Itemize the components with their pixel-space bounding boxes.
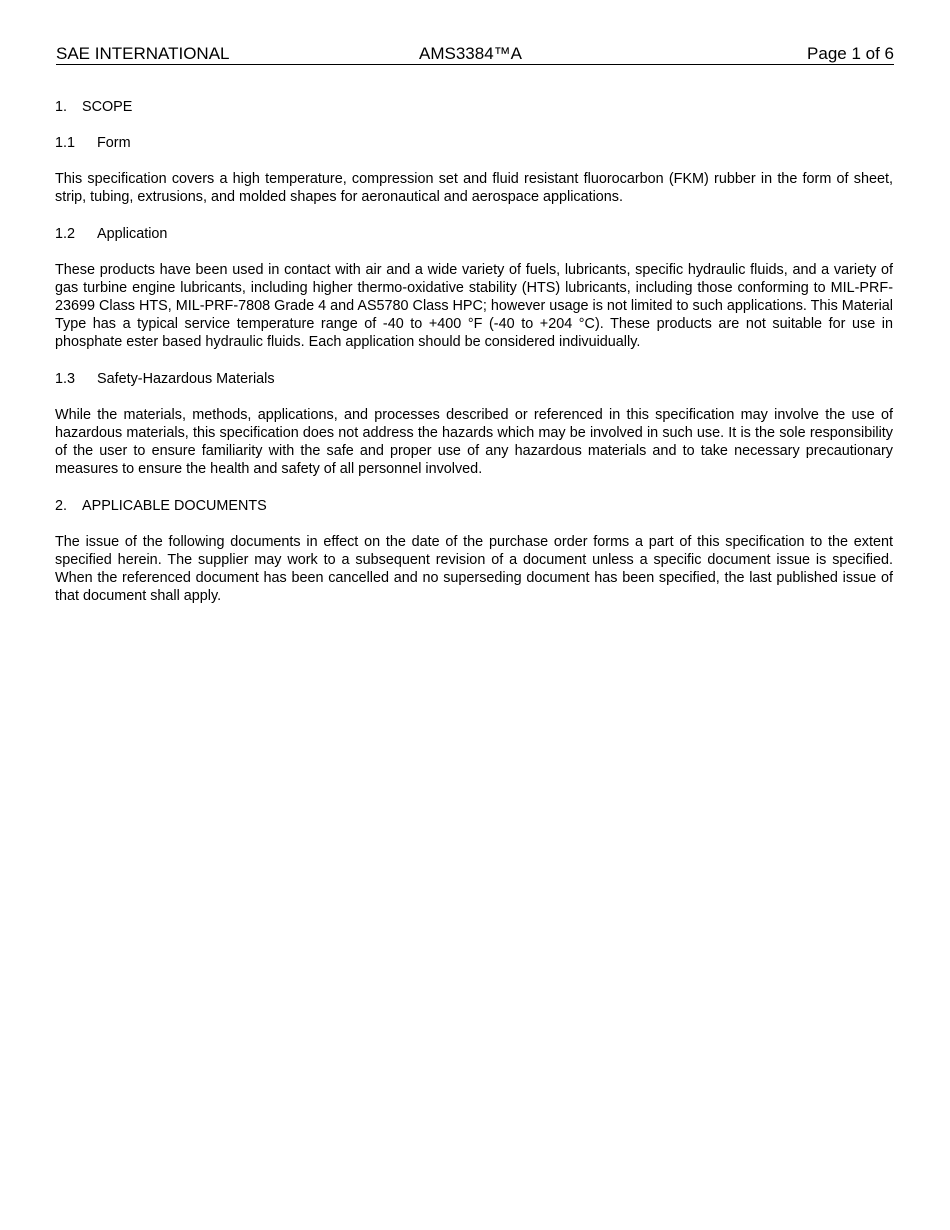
section-title: Form: [97, 135, 131, 151]
section-number: 1.1: [55, 135, 76, 151]
section-paragraph-applicable-documents: The issue of the following documents in effect on the date of the purchase order forms a part of this specification to the extent specified herein. The supplier may work to a subsequent revision of a document unless a specific document issue is specified. When the referenced document has been cancelled and no superseding document has been specified, the last published issue of that document shall apply.: [55, 534, 893, 604]
section-title: SCOPE: [82, 99, 133, 115]
section-number: 1.2: [55, 226, 76, 242]
section-heading-safety: [55, 370, 893, 388]
header-page-number: Page 1 of 6: [807, 44, 894, 63]
document-body: [55, 98, 893, 624]
section-title: Application: [97, 226, 168, 242]
section-number: 2.: [55, 498, 68, 514]
section-heading-scope: [55, 98, 893, 116]
section-number: 1.3: [55, 371, 76, 387]
section-heading-application: [55, 225, 893, 243]
section-title: Safety-Hazardous Materials: [97, 371, 275, 387]
header-organization: SAE INTERNATIONAL: [56, 44, 230, 63]
page-header: [56, 44, 894, 65]
section-heading-applicable-documents: [55, 497, 893, 515]
header-document-number: AMS3384™A: [419, 44, 522, 63]
section-heading-form: [55, 134, 893, 152]
section-paragraph-safety: While the materials, methods, applications, and processes described or referenced in this specification may involve the use of hazardous materials, this specification does not address the hazards which may be involved in such use. It is the sole responsibility of the user to ensure familiarity with the safe and proper use of any hazardous materials and to take necessary precautionary measures to ensure the health and safety of all personnel involved.: [55, 407, 893, 477]
section-paragraph-application: These products have been used in contact with air and a wide variety of fuels, lubricants, specific hydraulic fluids, and a variety of gas turbine engine lubricants, including higher thermo-oxidative stability (HTS) lubricants, including those conforming to MIL-PRF-23699 Class HTS, MIL-PRF-7808 Grade 4 and AS5780 Class HPC; however usage is not limited to such applications. This Material Type has a typical service temperature range of -40 to +400 °F (-40 to +204 °C). These products are not suitable for use in phosphate ester based hydraulic fluids. Each application should be considered indivuidually.: [55, 262, 893, 350]
section-number: 1.: [55, 99, 68, 115]
section-paragraph-form: This specification covers a high temperature, compression set and fluid resistant fluorocarbon (FKM) rubber in the form of sheet, strip, tubing, extrusions, and molded shapes for aeronautical and aerospace applications.: [55, 171, 893, 205]
section-title: APPLICABLE DOCUMENTS: [82, 498, 267, 514]
